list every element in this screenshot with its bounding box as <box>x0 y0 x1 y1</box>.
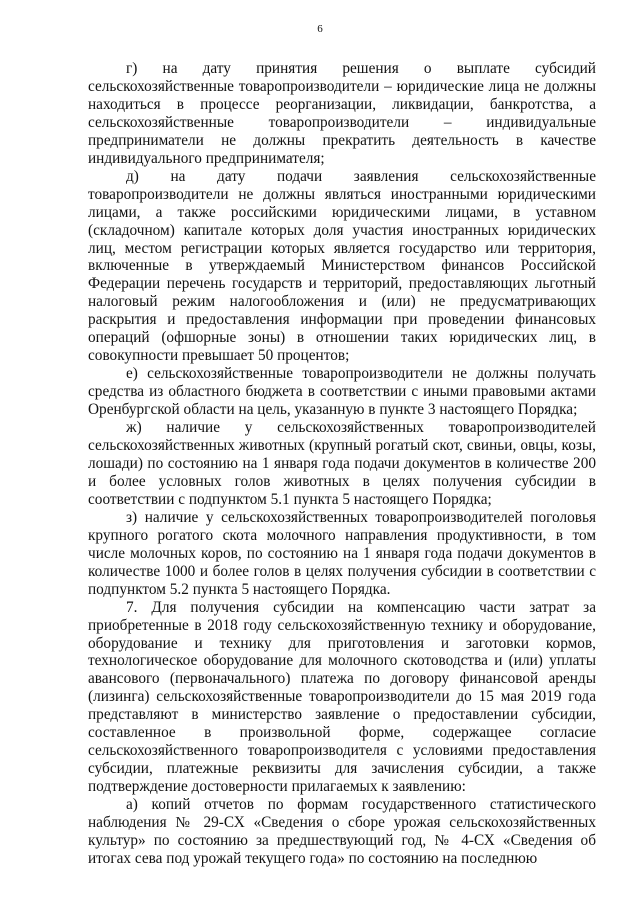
paragraph-d: д) на дату подачи заявления сельскохозяйственные товаропроизводители не должны являться иностранными юридическими лицами, а также российскими юридическими лицами, в уставном (складочном) капитале которых доля участия иностранных юридических лиц, местом регистрации которых является государство или территория, включенные в утверждаемый Министерством финансов Российской Федерации перечень государств и территорий, предоставляющих льготный налоговый режим налогообложения и (или) не предусматривающих раскрытия и предоставления информации при проведении финансовых операций (офшорные зоны) в отношении таких юридических лиц, в совокупности превышает 50 процентов; <box>88 167 596 365</box>
paragraph-g: г) на дату принятия решения о выплате субсидий сельскохозяйственные товаропроизводители – юридические лица не должны находиться в процессе реорганизации, ликвидации, банкротства, а сельскохозяйственные товаропроизводители – индивидуальные предприниматели не должны прекратить деятельность в качестве индивидуального предпринимателя; <box>88 60 596 167</box>
paragraph-zh: ж) наличие у сельскохозяйственных товаропроизводителей сельскохозяйственных животных (крупный рогатый скот, свиньи, овцы, козы, лошади) по состоянию на 1 января года подачи документов в количестве 200 и более условных голов животных в целях получения субсидии в соответствии с подпунктом 5.1 пункта 5 настоящего Порядка; <box>88 419 596 508</box>
document-body <box>88 60 596 868</box>
paragraph-7: 7. Для получения субсидии на компенсацию части затрат за приобретенные в 2018 году сельскохозяйственную технику и оборудование, оборудование и технику для приготовления и заготовки кормов, технологическое оборудование для молочного скотоводства и (или) уплаты авансового (первоначального) платежа по договору финансовой аренды (лизинга) сельскохозяйственные товаропроизводители до 15 мая 2019 года представляют в министерство заявление о предоставлении субсидии, составленное в произвольной форме, содержащее согласие сельскохозяйственного товаропроизводителя с условиями предоставления субсидии, платежные реквизиты для зачисления субсидии, а также подтверждение достоверности прилагаемых к заявлению: <box>88 598 596 796</box>
page-number: 6 <box>317 23 323 35</box>
paragraph-z: з) наличие у сельскохозяйственных товаропроизводителей поголовья крупного рогатого скота молочного направления продуктивности, в том числе молочных коров, по состоянию на 1 января года подачи документов в количестве 1000 и более голов в целях получения субсидии в соответствии с подпунктом 5.2 пункта 5 настоящего Порядка. <box>88 508 596 598</box>
paragraph-a: а) копий отчетов по формам государственного статистического наблюдения № 29-СХ «Сведения о сборе урожая сельскохозяйственных культур» по состоянию за предшествующий год, № 4-СХ «Сведения об итогах сева под урожай текущего года» по состоянию на последнюю <box>88 796 596 867</box>
paragraph-e: е) сельскохозяйственные товаропроизводители не должны получать средства из областного бюджета в соответствии с иными правовыми актами Оренбургской области на цель, указанную в пункте 3 настоящего Порядка; <box>88 365 596 419</box>
